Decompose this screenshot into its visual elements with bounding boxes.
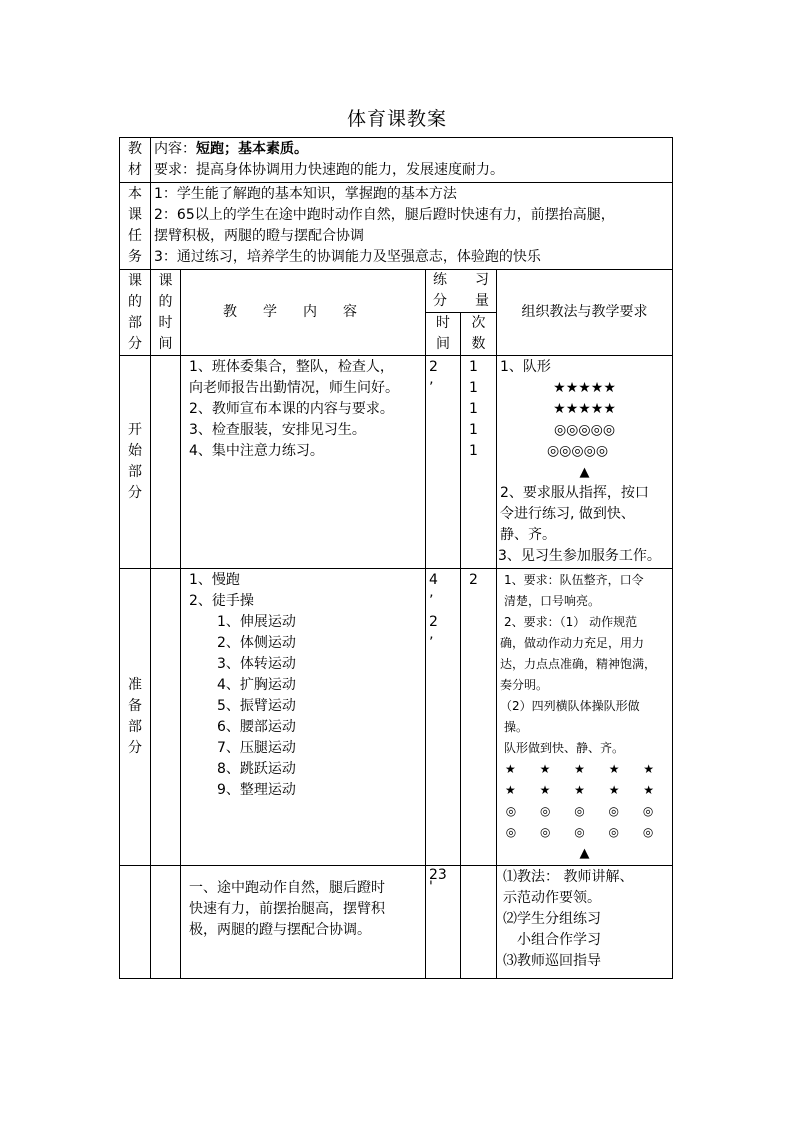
list-item: 2、体侧运动	[217, 635, 296, 651]
formation-row: ★★★★★	[553, 401, 616, 417]
basic-content: 一、途中跑动作自然，腿后蹬时 快速有力，前摆抬腿高，摆臂积 极，两腿的蹬与摆配合协调。	[181, 866, 426, 979]
list-item: 4、扩胸运动	[217, 677, 296, 693]
teaching-material-label: 教 材	[120, 138, 151, 183]
teacher-mark-icon: ▲	[579, 846, 590, 861]
requirement-text: 要求：提高身体协调用力快速跑的能力，发展速度耐力。	[154, 162, 504, 178]
list-item: 1、伸展运动	[217, 614, 296, 630]
lesson-tasks-cell	[151, 183, 673, 270]
prep-section-label: 准 备 部 分	[120, 569, 151, 866]
list-item: 8、跳跃运动	[217, 761, 296, 777]
header-content: 教学内容	[181, 270, 426, 356]
header-sub-count: 次 数	[461, 313, 497, 356]
formation-row: ◎◎◎◎◎	[546, 443, 609, 459]
list-item: 6、腰部运动	[217, 719, 296, 735]
start-method: 1、队形 ★★★★★ ★★★★★ ◎◎◎◎◎ ◎◎◎◎◎ ▲ 2、要求服从指挥，按口 令进行练习, 做到快、 静、齐。 3、见习生参加服务工作。	[497, 356, 673, 569]
exercise-list	[189, 612, 422, 801]
formation-row: ★ ★ ★ ★ ★	[505, 783, 665, 797]
header-sub-time: 时 间	[426, 313, 461, 356]
prep-count: 2	[461, 569, 497, 866]
task-line: 1：学生能了解跑的基本知识，掌握跑的基本方法	[154, 186, 457, 202]
list-item: 7、压腿运动	[217, 740, 296, 756]
prep-section-row	[120, 569, 673, 866]
formation-row: ◎ ◎ ◎ ◎ ◎	[505, 825, 664, 839]
start-section-row	[120, 356, 673, 569]
list-item: 9、整理运动	[217, 782, 296, 798]
list-item: 5、振臂运动	[217, 698, 296, 714]
prep-formation	[500, 759, 669, 864]
basic-section-label	[120, 866, 151, 979]
task-line: 2：65以上的学生在途中跑时动作自然，腿后蹬时快速有力，前摆抬高腿，	[154, 207, 615, 223]
teaching-material-row	[120, 138, 673, 183]
prep-time-cell	[151, 569, 181, 866]
content-prefix: 内容：	[154, 141, 196, 157]
formation-row: ★★★★★	[553, 380, 616, 396]
prep-minutes: 4 ’ 2 ’	[426, 569, 461, 866]
basic-method: ⑴教法： 教师讲解、 示范动作要领。 ⑵学生分组练习 小组合作学习 ⑶教师巡回指导	[497, 866, 673, 979]
teacher-mark-icon: ▲	[579, 465, 590, 480]
basic-time-cell	[151, 866, 181, 979]
content-value: 短跑；基本素质。	[196, 141, 308, 157]
header-time: 课 的 时 间	[151, 270, 181, 356]
header-method: 组织教法与教学要求	[497, 270, 673, 356]
task-line: 3：通过练习，培养学生的协调能力及坚强意志，体验跑的快乐	[154, 249, 541, 265]
formation-row: ★ ★ ★ ★ ★	[505, 762, 665, 776]
teaching-material-cell	[151, 138, 673, 183]
start-time-cell	[151, 356, 181, 569]
header-part: 课 的 部 分	[120, 270, 151, 356]
prep-method: 1、要求：队伍整齐，口令 清楚，口号响亮。 2、要求：（1） 动作规范 确，做动作动力充足，用力 达，力点点准确，精神饱满， 奏分明。 （2）四列横队体操队形做 操。 队形做到快、静、齐。 ★ ★ ★ ★ ★ ★ ★ ★ ★ ★ ◎ ◎ ◎ ◎ ◎ ◎ ◎ ◎ ◎ ◎ ▲	[497, 569, 673, 866]
start-minutes: 2 ’	[426, 356, 461, 569]
list-item: 3、体转运动	[217, 656, 296, 672]
basic-count	[461, 866, 497, 979]
basic-section-row	[120, 866, 673, 979]
start-section-label: 开 始 部 分	[120, 356, 151, 569]
lesson-tasks-row	[120, 183, 673, 270]
page-title: 体育课教案	[346, 108, 447, 130]
lesson-tasks-label: 本 课 任 务	[120, 183, 151, 270]
lesson-plan-table	[119, 137, 673, 979]
start-content: 1、班体委集合，整队，检查人， 向老师报告出勤情况，师生问好。 2、教师宣布本课的内容与要求。 3、检查服装，安排见习生。 4、集中注意力练习。	[181, 356, 426, 569]
task-line: 摆臂积极，两腿的瞪与摆配合协调	[154, 228, 364, 244]
formation-row: ◎◎◎◎◎	[553, 422, 616, 438]
header-row	[120, 270, 673, 313]
prep-content: 1、慢跑 2、徒手操 1、伸展运动 2、体侧运动 3、体转运动 4、扩胸运动 5、振臂运动 6、腰部运动 7、压腿运动 8、跳跃运动 9、整理运动	[181, 569, 426, 866]
start-formation	[500, 378, 669, 483]
basic-minutes: 23 '	[426, 866, 461, 979]
formation-row: ◎ ◎ ◎ ◎ ◎	[505, 804, 664, 818]
start-counts: 1 1 1 1 1	[461, 356, 497, 569]
header-practice: 练 习 分 量	[426, 270, 497, 313]
